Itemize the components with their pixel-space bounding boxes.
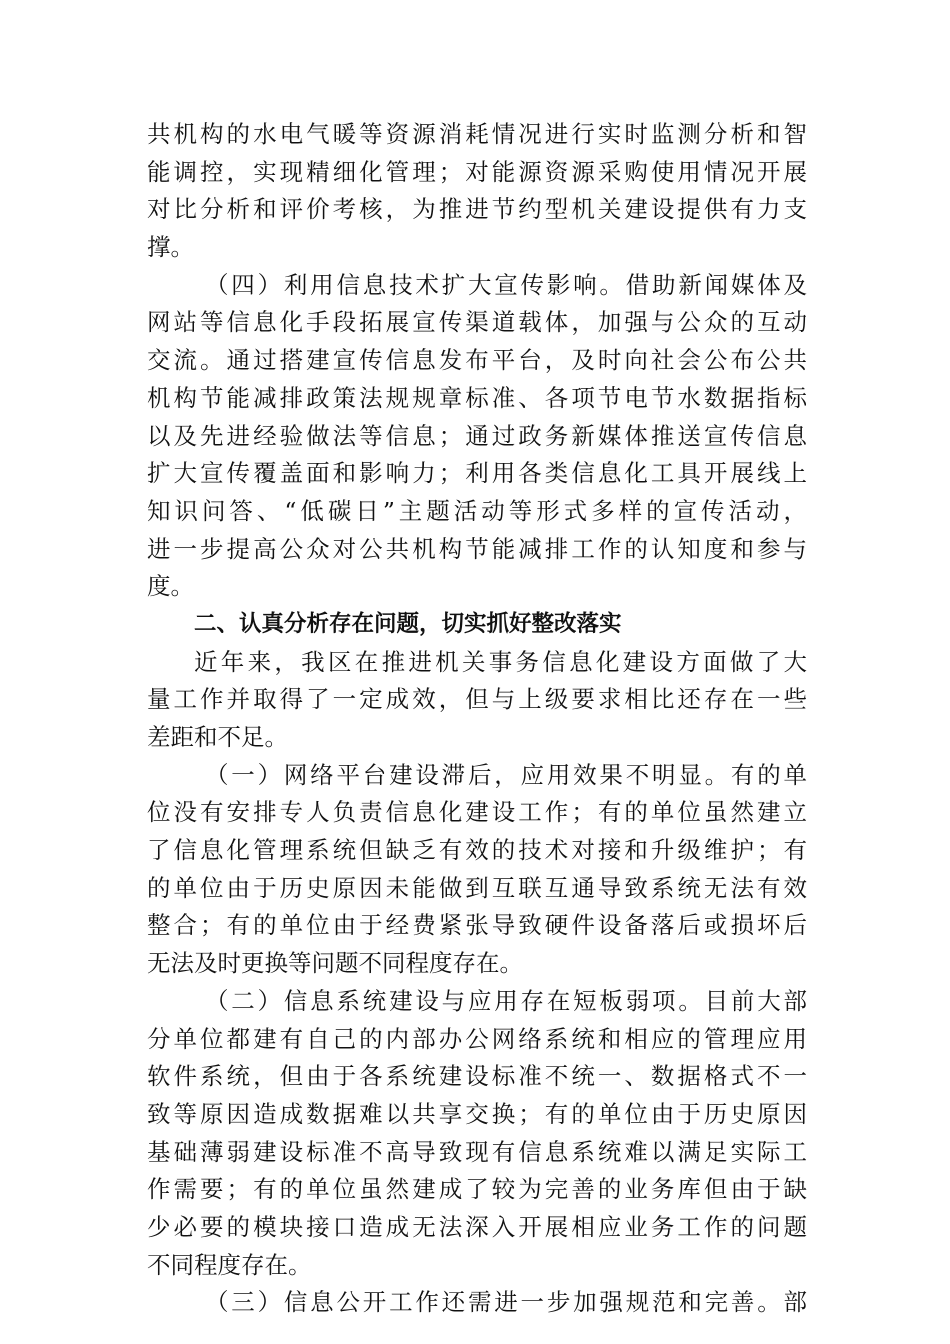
text-line-first: （一）网络平台建设滞后，应用效果不明显。有的单 [205,760,807,789]
text-line: 少必要的模块接口造成无法深入开展相应业务工作的问题 [147,1212,807,1241]
text-line: 能调控，实现精细化管理；对能源资源采购使用情况开展 [147,157,807,186]
text-line-first: （三）信息公开工作还需进一步加强规范和完善。部 [205,1288,807,1317]
text-line: 共机构的水电气暖等资源消耗情况进行实时监测分析和智 [147,120,807,148]
text-line: 位没有安排专人负责信息化建设工作；有的单位虽然建立 [147,798,807,827]
text-line: 了信息化管理系统但缺乏有效的技术对接和升级维护；有 [147,836,807,865]
text-line-first: （二）信息系统建设与应用存在短板弱项。目前大部 [205,986,807,1015]
heading-text: 二、认真分析存在问题，切实抓好整改落实 [194,610,622,637]
text-line: 致等原因造成数据难以共享交换；有的单位由于历史原因 [147,1099,807,1128]
text-line-last: 无法及时更换等问题不同程度存在。 [147,949,523,978]
paragraph-section-two [147,983,807,1285]
text-line-last: 差距和不足。 [147,723,288,751]
text-line: 量工作并取得了一定成效，但与上级要求相比还存在一些 [147,685,807,714]
text-line: 作需要；有的单位虽然建成了较为完善的业务库但由于缺 [147,1175,807,1204]
text-line: 进一步提高公众对公共机构节能减排工作的认知度和参与 [147,534,807,563]
paragraph-section-four [147,267,807,606]
text-line: 网站等信息化手段拓展宣传渠道载体，加强与公众的互动 [147,308,807,337]
paragraph-section-one [147,757,807,983]
text-line: 软件系统，但由于各系统建设标准不统一、数据格式不一 [147,1062,807,1091]
text-line-first: 近年来，我区在推进机关事务信息化建设方面做了大 [194,647,807,676]
document-page [147,116,807,1322]
text-line-last: 撑。 [147,233,194,262]
text-line: 扩大宣传覆盖面和影响力；利用各类信息化工具开展线上 [147,459,807,488]
paragraph-section-three [147,1284,807,1322]
text-line-last: 度。 [147,572,194,601]
text-line: 的单位由于历史原因未能做到互联互通导致系统无法有效 [147,873,807,902]
text-line-first: （四）利用信息技术扩大宣传影响。借助新闻媒体及 [205,270,807,299]
text-line-last: 不同程度存在。 [147,1250,312,1279]
text-line: 以及先进经验做法等信息；通过政务新媒体推送宣传信息 [147,421,807,450]
text-line: 机构节能减排政策法规规章标准、各项节电节水数据指标 [147,383,807,412]
text-line: 知识问答、“低碳日”主题活动等形式多样的宣传活动， [147,496,807,525]
text-line: 分单位都建有自己的内部办公网络系统和相应的管理应用 [147,1024,807,1053]
paragraph [147,116,807,267]
section-heading [147,606,807,644]
text-line: 对比分析和评价考核，为推进节约型机关建设提供有力支 [147,195,807,224]
paragraph-intro [147,644,807,757]
text-line: 基础薄弱建设标准不高导致现有信息系统难以满足实际工 [147,1137,807,1166]
text-line: 交流。通过搭建宣传信息发布平台，及时向社会公布公共 [147,346,807,375]
text-line: 整合；有的单位由于经费紧张导致硬件设备落后或损坏后 [147,911,807,940]
